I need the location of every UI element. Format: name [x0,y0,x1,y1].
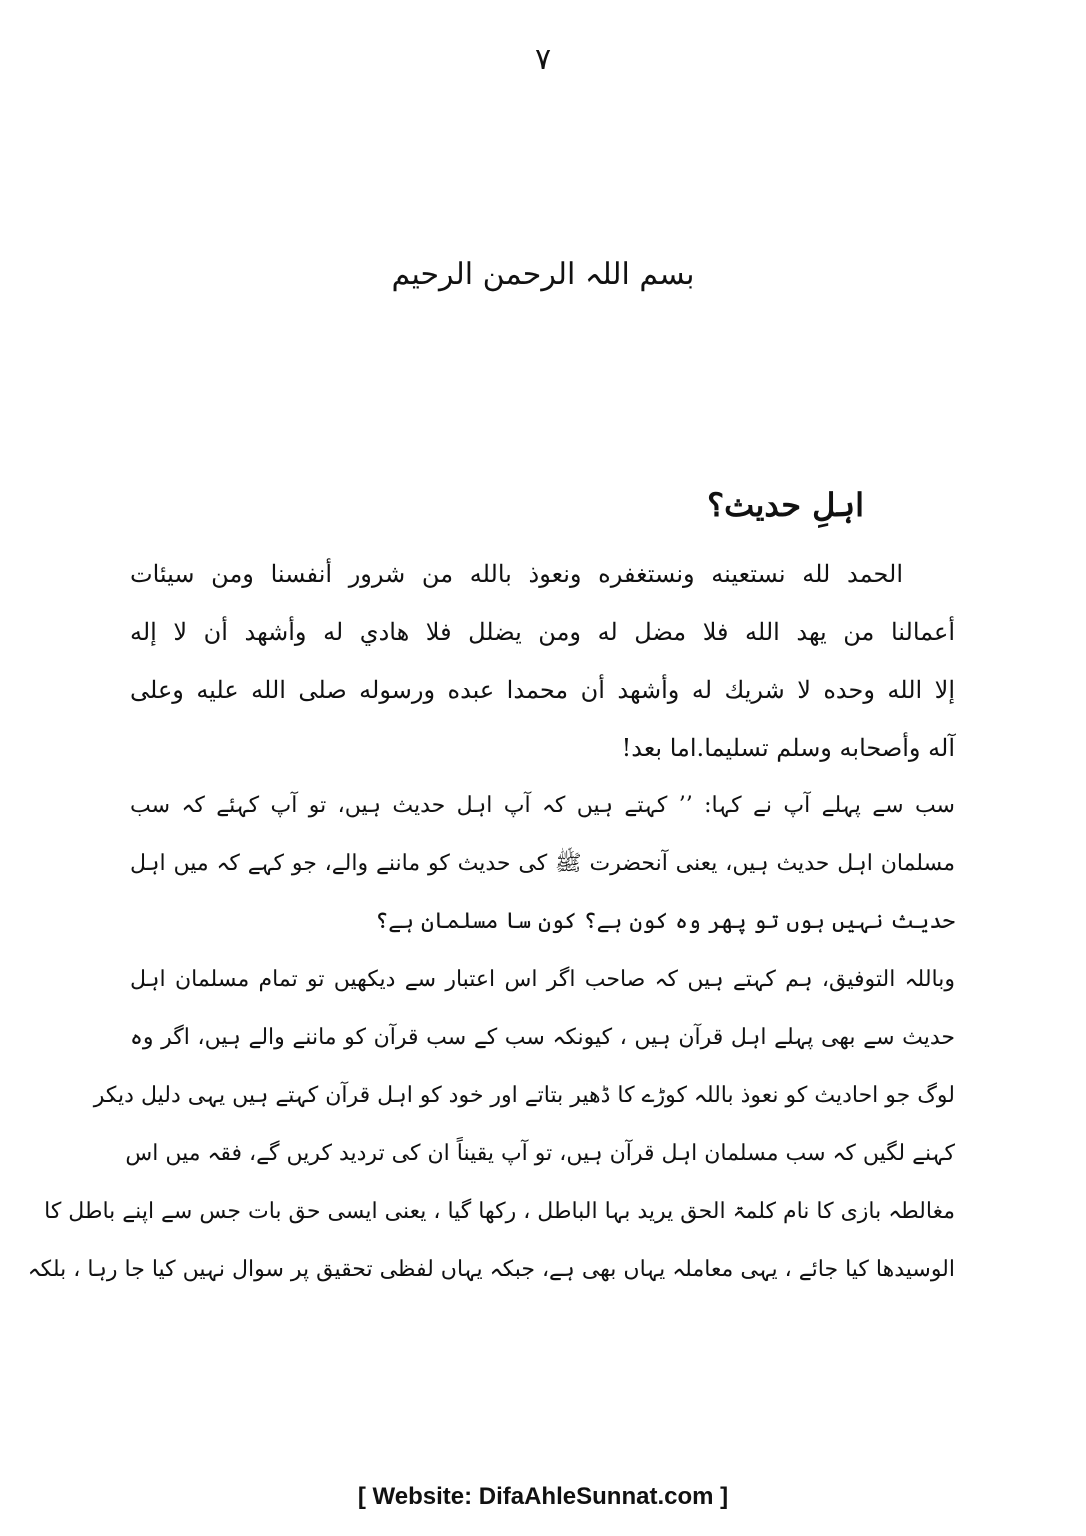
website-footer: [ Website: DifaAhleSunnat.com ] [357,1483,729,1510]
text-line: لوگ جو احادیث کو نعوذ باللہ کوڑے کا ڈھیر بتاتے اور خود کو اہل قرآن کہتے ہیں یہی دلیل دیکر [93,1083,955,1108]
text-line: حدیث سے بھی پہلے اہل قرآن ہیں ، کیونکہ سب کے سب قرآن کو ماننے والے ہیں، اگر وہ [130,1025,955,1050]
page-body [27,545,955,1299]
text-line: مغالطہ بازی کا نام کلمۃ الحق یرید بہا الباطل ، رکھا گیا ، یعنی ایسی حق بات جس سے اپنے باطل کا [44,1199,955,1224]
text-line: حدیث نہیں ہوں تو پھر وہ کون ہے؟ کون سا مسلمان ہے؟ [375,909,955,934]
text-line: آله وأصحابه وسلم تسليما.اما بعد! [621,734,955,762]
text-line: وباللہ التوفیق، ہم کہتے ہیں کہ صاحب اگر اس اعتبار سے دیکھیں تو تمام مسلمان اہل [130,967,955,992]
text-line: أعمالنا من يهد الله فلا مضل له ومن يضلل فلا هادي له وأشهد أن لا إله [130,618,955,646]
text-line: إلا الله وحده لا شريك له وأشهد أن محمدا عبده ورسوله صلى الله عليه وعلى [130,676,955,704]
text-line: کہنے لگیں کہ سب مسلمان اہل قرآن ہیں، تو آپ یقیناً ان کی تردید کریں گے، فقہ میں اس [125,1141,955,1166]
text-line: الحمد لله نستعينه ونستغفره ونعوذ بالله من شرور أنفسنا ومن سيئات [130,560,903,588]
urdu-paragraph-1 [130,777,955,951]
section-heading: اہلِ حدیث؟ [707,486,864,524]
text-line: سب سے پہلے آپ نے کہا: ’’ کہتے ہیں کہ آپ اہل حدیث ہیں، تو آپ کہئے کہ سب [130,793,955,818]
bismillah: بسم اللہ الرحمن الرحیم [391,257,695,292]
text-line: الوسیدھا کیا جائے ، یہی معاملہ یہاں بھی ہے، جبکہ یہاں لفظی تحقیق پر سوال نہیں کیا جا رہا ، بلکہ [27,1257,955,1282]
page-number: ۷ [534,42,552,77]
text-line: مسلمان اہل حدیث ہیں، یعنی آنحضرت ﷺ کی حدیث کو ماننے والے، جو کہے کہ میں اہل [130,851,955,876]
arabic-opening [130,545,955,777]
urdu-paragraph-2 [27,951,955,1299]
